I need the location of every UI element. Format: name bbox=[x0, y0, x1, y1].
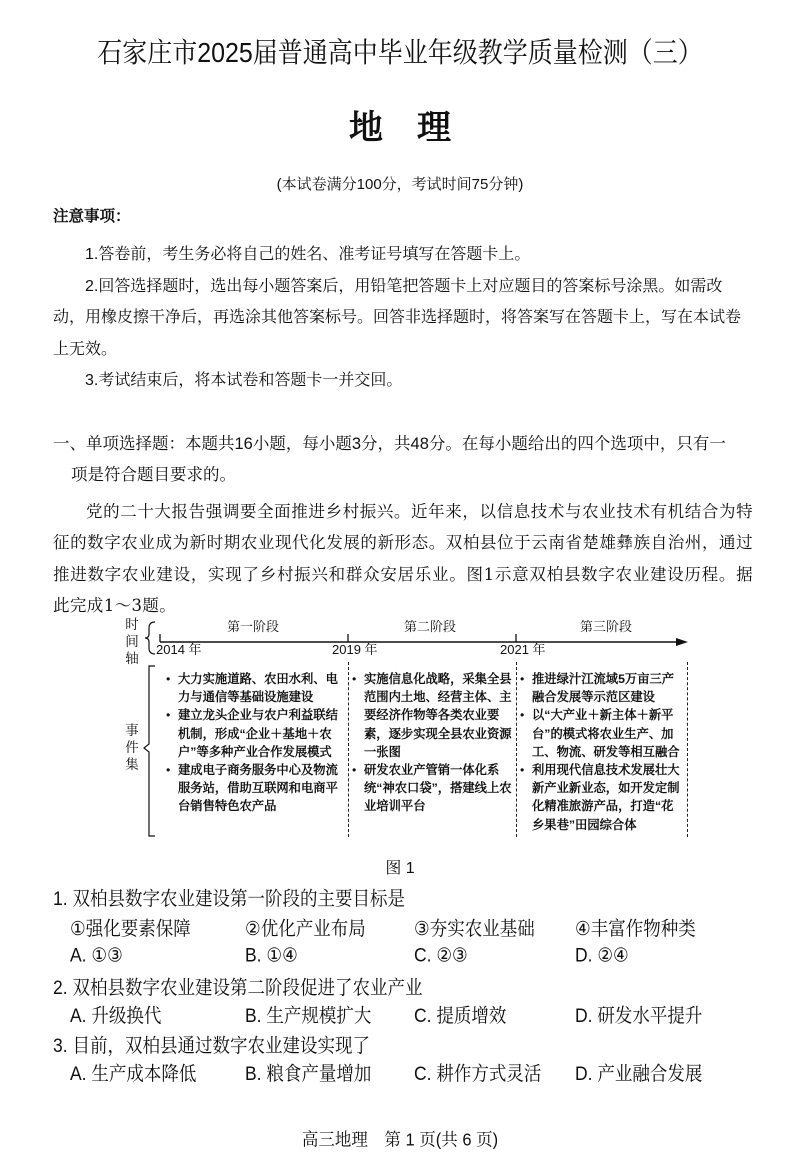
q1-option-b[interactable]: B. ①④ bbox=[245, 944, 298, 966]
q2-option-b[interactable]: B. 生产规模扩大 bbox=[245, 1004, 372, 1027]
axis-char: 件 bbox=[125, 740, 139, 755]
divider-2019 bbox=[348, 662, 349, 837]
section-heading-line2: 项是符合题目要求的。 bbox=[71, 466, 236, 484]
section-heading-line1: 一、单项选择题：本题共16小题，每小题3分，共48分。在每小题给出的四个选项中，只有一 bbox=[53, 435, 726, 453]
event-set-label bbox=[124, 722, 140, 773]
notice-item: 2.回答选择题时，选出每小题答案后，用铅笔把答题卡上对应题目的答案标号涂黑。如需改动，用橡皮擦干净后，再选涂其他答案标号。回答非选择题时，将答案写在答题卡上，写在本试卷上无效。 bbox=[53, 277, 742, 358]
q1-option-d[interactable]: D. ②④ bbox=[575, 944, 629, 966]
q1-option-a[interactable]: A. ①③ bbox=[70, 944, 123, 966]
event-item: • 建成电子商务服务中心及物流服务站，借助互联网和电商平台销售特色农产品 bbox=[166, 761, 344, 816]
q1-statement-3: ③夯实农业基础 bbox=[414, 917, 535, 940]
axis-char: 间 bbox=[125, 634, 139, 649]
event-item: • 利用现代信息技术发展壮大新产业新业态，如开发定制化精准旅游产品，打造“花乡果巷”田园综合体 bbox=[520, 761, 684, 834]
event-item: • 实施信息化战略，采集全县范围内土地、经营主体、主要经济作物等各类农业要素，逐步实现全县农业资源一张图 bbox=[352, 670, 514, 761]
stage-label-1: 第一阶段 bbox=[227, 619, 280, 634]
events-stage-2 bbox=[352, 670, 514, 816]
q3-option-a[interactable]: A. 生产成本降低 bbox=[70, 1062, 197, 1085]
notice-item: 1.答卷前，考生务必将自己的姓名、准考证号填写在答题卡上。 bbox=[85, 246, 531, 263]
arrow-right-icon bbox=[676, 638, 688, 646]
figure-caption: 图 1 bbox=[385, 860, 415, 877]
notice-item: 3.考试结束后，将本试卷和答题卡一并交回。 bbox=[85, 372, 403, 389]
figure-timeline bbox=[122, 614, 692, 846]
q2-option-d[interactable]: D. 研发水平提升 bbox=[575, 1004, 703, 1027]
axis-char: 时 bbox=[125, 617, 139, 632]
event-item: • 以“大产业＋新主体＋新平台”的模式将农业生产、加工、物流、研发等相互融合 bbox=[520, 706, 684, 761]
event-item: • 推进绿汁江流域5万亩三产融合发展等示范区建设 bbox=[520, 670, 684, 706]
axis-char: 事 bbox=[125, 723, 139, 738]
axis-char: 轴 bbox=[125, 651, 139, 666]
q3-option-d[interactable]: D. 产业融合发展 bbox=[575, 1062, 703, 1085]
axis-char: 集 bbox=[125, 757, 139, 772]
year-label-2019: 2019 年 bbox=[332, 642, 378, 657]
intro-passage: 党的二十大报告强调要全面推进乡村振兴。近年来，以信息技术与农业技术有机结合为特征的数字农业成为新时期农业现代化发展的新形态。双柏县位于云南省楚雄彝族自治州，通过推进数字农业建设，实现了乡村振兴和群众安居乐业。图1示意双柏县数字农业建设历程。据此完成1～3题。 bbox=[53, 502, 753, 615]
q2-option-c[interactable]: C. 提质增效 bbox=[414, 1004, 507, 1027]
q3-option-c[interactable]: C. 耕作方式灵活 bbox=[414, 1062, 542, 1085]
time-axis-brace bbox=[145, 622, 155, 654]
event-item: • 研发农业产管销一体化系统“神农口袋”，搭建线上农业培训平台 bbox=[352, 761, 514, 816]
q1-statement-1: ①强化要素保障 bbox=[70, 917, 191, 940]
stage-label-2: 第二阶段 bbox=[404, 619, 457, 634]
divider-end bbox=[687, 662, 688, 837]
q3-option-b[interactable]: B. 粮食产量增加 bbox=[245, 1062, 372, 1085]
event-set-brace bbox=[144, 666, 155, 836]
exam-title: 石家庄市2025届普通高中毕业年级教学质量检测（三） bbox=[97, 37, 703, 69]
year-label-2014: 2014 年 bbox=[156, 642, 202, 657]
question-1-stem: 1. 双柏县数字农业建设第一阶段的主要目标是 bbox=[53, 887, 405, 910]
events-stage-1 bbox=[166, 670, 344, 816]
notice-list bbox=[53, 239, 753, 397]
divider-2021 bbox=[516, 662, 517, 837]
question-3-stem: 3. 目前，双柏县通过数字农业建设实现了 bbox=[53, 1034, 370, 1057]
stage-label-3: 第三阶段 bbox=[580, 619, 633, 634]
q1-statement-2: ②优化产业布局 bbox=[245, 917, 366, 940]
score-time-note: (本试卷满分100分，考试时间75分钟) bbox=[276, 176, 524, 193]
q2-option-a[interactable]: A. 升级换代 bbox=[70, 1004, 162, 1027]
event-item: • 大力实施道路、农田水利、电力与通信等基础设施建设 bbox=[166, 670, 344, 706]
section-heading bbox=[53, 429, 753, 491]
events-stage-3 bbox=[520, 670, 684, 834]
subject-title: 地理 bbox=[349, 108, 485, 148]
question-2-stem: 2. 双柏县数字农业建设第二阶段促进了农业产业 bbox=[53, 976, 423, 999]
q1-option-c[interactable]: C. ②③ bbox=[414, 944, 468, 966]
q1-statement-4: ④丰富作物种类 bbox=[575, 917, 696, 940]
year-label-2021: 2021 年 bbox=[500, 642, 546, 657]
time-axis-label bbox=[124, 616, 140, 667]
notice-heading: 注意事项： bbox=[53, 208, 131, 225]
event-item: • 建立龙头企业与农户利益联结机制，形成“企业＋基地＋农户”等多种产业合作发展模式 bbox=[166, 706, 344, 761]
page-footer: 高三地理 第 1 页(共 6 页) bbox=[301, 1130, 499, 1150]
